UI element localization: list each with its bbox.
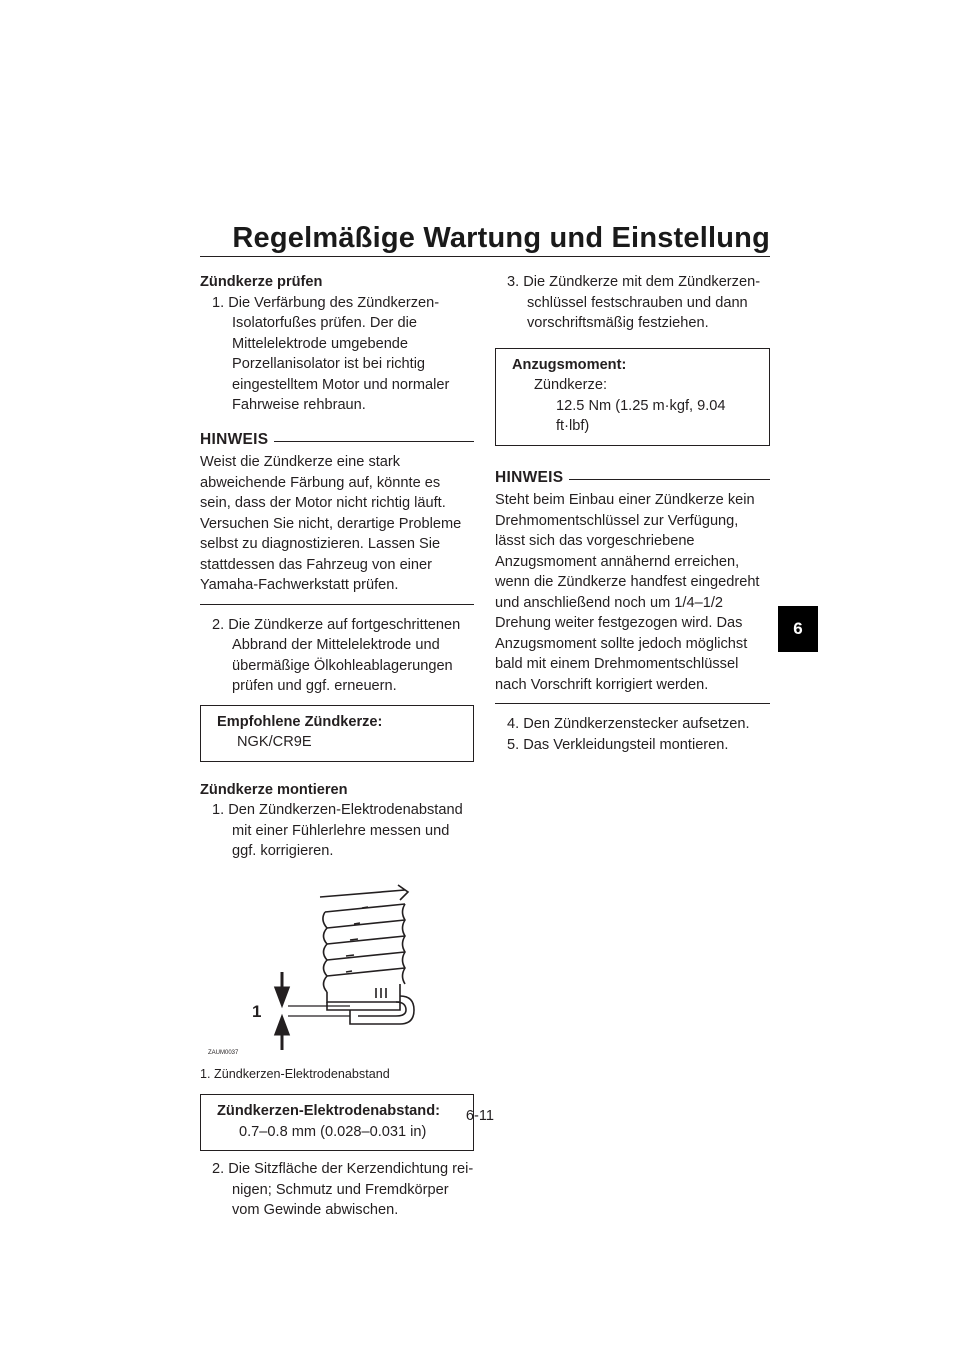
- note-text: Weist die Zündkerze eine stark abweichende Färbung auf, könnte es sein, dass der Motor nicht richtig läuft. Versuchen Sie nicht, derartige Probleme selbst zu diagnostizieren. Lassen Sie stattdessen das Fahrzeug von einer Yamaha-Fachwerkstatt prüfen.: [200, 452, 474, 605]
- step-install-1: 1. Den Zündkerzen-Elektrodenabstand mit einer Fühlerlehre messen und ggf. korrigieren.: [212, 802, 463, 859]
- spec-value: 12.5 Nm (1.25 m·kgf, 9.04 ft·lbf): [556, 397, 726, 434]
- spec-label: Zündkerzen-Elektrodenabstand:: [217, 1103, 440, 1119]
- spec-value: NGK/CR9E: [237, 734, 312, 750]
- chapter-tab: 6: [778, 606, 818, 652]
- spec-label: Empfohlene Zündkerze:: [217, 713, 383, 730]
- step-install-3: 3. Die Zündkerze mit dem Zündkerzenschlüssel festschrauben und dann vorschriftsmäßig festziehen.: [507, 274, 761, 331]
- section-heading-check: Zündkerze prüfen: [200, 274, 323, 290]
- spec-box-torque: [495, 348, 770, 446]
- figure-caption: 1. Zündkerzen-Elektrodenabstand: [200, 1066, 390, 1081]
- spec-label: Anzugsmoment:: [512, 356, 627, 373]
- spark-plug-gap-figure: [200, 882, 474, 1062]
- note-header: [495, 468, 770, 489]
- spec-sub-label: Zündkerze:: [534, 377, 608, 393]
- step-install-4: 4. Den Zündkerzenstecker aufsetzen.: [507, 716, 750, 732]
- step-install-5: 5. Das Verkleidungsteil montieren.: [507, 736, 729, 753]
- section-heading-install: Zündkerze montieren: [200, 781, 348, 798]
- note-text: Steht beim Einbau einer Zündkerze kein Drehmomentschlüssel zur Verfügung, lässt sich das vorgeschriebene Anzugsmoment annähernd erreichen, wenn die Zündkerze handfest eingedreht und anschließend noch um 1/4–1/2 Drehung weiter festgezogen wird. Das Anzugsmoment sollte jedoch möglichst bald mit einem Drehmomentschlüssel nach Vorschrift korrigiert werden.: [495, 490, 770, 704]
- step-check-1: 1. Die Verfärbung des Zündkerzen-Isolatorfußes prüfen. Der die Mittelelektrode umgebende Porzellanisolator ist bei richtig eingestelltem Motor und normaler Fahrweise rehbraun.: [212, 294, 450, 413]
- note-label: HINWEIS: [495, 468, 564, 486]
- page-number: 6-11: [465, 1108, 495, 1124]
- step-install-2: 2. Die Sitzfläche der Kerzendichtung reinigen; Schmutz und Fremdkörper vom Gewinde abwischen.: [212, 1161, 474, 1218]
- figure-callout-number: 1: [252, 1001, 262, 1021]
- step-check-2: 2. Die Zündkerze auf fortgeschrittenen Abbrand der Mittelelektrode und übermäßige Ölkohleablagerungen prüfen und ggf. erneuern.: [212, 616, 461, 694]
- note-header: [200, 430, 474, 451]
- spec-value: 0.7–0.8 mm (0.028–0.031 in): [239, 1123, 427, 1140]
- right-column: [495, 272, 770, 755]
- page-title: Regelmäßige Wartung und Einstellung: [232, 222, 770, 254]
- figure-code: ZAUM0037: [208, 1049, 239, 1056]
- note-rule: [274, 441, 474, 442]
- left-column: [200, 272, 474, 1221]
- header-divider: [200, 256, 770, 257]
- spec-box-spark-plug: [200, 705, 474, 762]
- note-rule: [569, 479, 770, 480]
- spark-plug-illustration: [200, 882, 474, 1062]
- note-label: HINWEIS: [200, 430, 269, 448]
